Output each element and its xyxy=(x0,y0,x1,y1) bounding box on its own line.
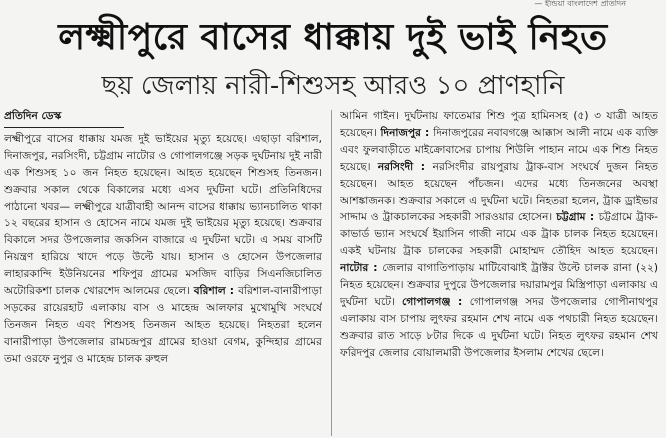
article-paragraph xyxy=(340,108,658,362)
location-label-natore: নাটোর : xyxy=(340,262,383,275)
lead-text: লক্ষ্মীপুরে বাসের ধাক্কায় যমজ দুই ভাইয়ের মৃত্যু হয়েছে। এছাড়া বরিশাল, দিনাজপুর, নরসিংদী, চট্টগ্রাম নাটোর ও গোপালগঞ্জে সড়ক দুর্ঘটনায় দুই নারী এক শিশুসহ ১০ জন নিহত হয়েছেন। আহত হয়েছেন শিশুসহ তিনজন। শুক্রবার সকাল থেকে বিকালের মধ্যে এসব দুর্ঘটনা ঘটে। প্রতিনিধিদের পাঠানো খবর— লক্ষ্মীপুরে যাত্রীবাহী আনন্দ বাসের ধাক্কায় ভ্যানচালিত থাকা ১২ বছরের হাসান ও হোসেন নামে যমজ দুই ভাইয়ের মৃত্যু হয়েছে। শুক্রবার বিকালে সদর উপজেলার জকসিন বাজারে এ দুর্ঘটনা ঘটে। এ সময় বাসটি নিয়ন্ত্রণ হারিয়ে খাদে পড়ে উল্টে যায়। হাসান ও হোসেন উপজেলার লাহারকান্দি ইউনিয়নের শফিপুর গ্রামের মসজিদ বাড়ির সিএনজিচালিত অটোরিকশা চালক খোরশেদ আলমের ছেলে। xyxy=(4,132,322,298)
dinajpur-text: দিনাজপুরের নবাবগঞ্জে আক্কাস আলী নামে এক ব্যক্তি এবং ফুলবাড়ীতে মাইক্রোবাসের চাপায় শিউলি পাহান নামে এক শিশু নিহত হয়েছে। xyxy=(340,126,658,173)
natore-text: জেলার বাগাতিপাড়ায় মাটিবোঝাই ট্রাক্টর উল্টে চালক রানা (২২) নিহত হয়েছেন। শুক্রবার দুপুরে উপজেলার দয়ারামপুর মিস্ত্রিপাড়া এলাকায় এ দুর্ঘটনা ঘটে। xyxy=(340,262,658,308)
article-column-right xyxy=(340,108,658,438)
location-label-gopalganj: গোপালগঞ্জ : xyxy=(402,295,470,308)
location-label-dinajpur: দিনাজপুর : xyxy=(380,126,434,139)
location-label-chattogram: চট্টগ্রাম : xyxy=(556,211,599,224)
narsingdi-text: নরসিংদীর রায়পুরায় ট্রাক-বাস সংঘর্ষে দুজন নিহত হয়েছেন। আহত হয়েছেন পাঁচজন। এদের মধ্যে তিনজনের অবস্থা আশঙ্কাজনক। শুক্রবার সকালে এ দুর্ঘটনা ঘটে। নিহতরা হলেন, ট্রাক ড্রাইভার সাদ্দাম ও ট্রাকচালকের সহকারী সারওয়ার হোসেন। xyxy=(340,160,658,224)
location-label-barishal: বরিশাল : xyxy=(193,285,239,298)
dateline: প্রতিদিন ডেস্ক xyxy=(4,110,62,122)
gopalganj-text: গোপালগঞ্জ সদর উপজেলার গোপীনাথপুর এলাকায় বাস চাপায় লুৎফর রহমান শেখ নামে এক পথচারী নিহত হয়েছেন। শুক্রবার রাত সাড়ে ৮টার দিকে এ দুর্ঘটনা ঘটে। নিহত লুৎফর রহমান শেখ ফরিদপুর জেলার বোয়ালমারী উপজেলার ইসলাম শেখের ছেলে। xyxy=(340,295,658,359)
chattogram-text: চট্টগ্রামে ট্রাক-কাভার্ড ভ্যান সংঘর্ষে ইয়াসিন গাজী নামে এক ট্রাক চালক নিহত হয়েছেন। একই ঘটনায় ট্রাক চালকের সহকারী মোহাম্মদ তৌহিদ আহত হয়েছেন। xyxy=(340,211,658,258)
article-column-left xyxy=(4,108,322,438)
headline: লক্ষ্মীপুরে বাসের ধাক্কায় দুই ভাই নিহত xyxy=(58,17,608,58)
location-label-narsingdi: নরসিংদী : xyxy=(377,160,433,173)
continued-text: আমিন গাইন। দুর্ঘটনায় ফাতেমার শিশু পুত্র হামিনসহ (৫) ৩ যাত্রী আহত হয়েছেন। xyxy=(340,110,658,139)
dateline-rule xyxy=(4,127,124,128)
column-divider xyxy=(331,110,332,436)
barishal-text: বরিশাল-বানারীপাড়া সড়কের রায়েরহাট এলাকায় বাস ও মাহেন্দ্র আলফার মুখোমুখি সংঘর্ষে তিনজন নিহত এবং শিশুসহ তিনজন আহত হয়েছে। নিহতরা হলেন বানারীপাড়া উপজেলার রামচন্দ্রপুর গ্রামের হাওয়া বেগম, কুন্দিহার গ্রামের তমা ওরফে নুপুর ও মাহেন্দ্র চালক রুহুল xyxy=(4,285,322,365)
subheadline: ছয় জেলায় নারী-শিশুসহ আরও ১০ প্রাণহানি xyxy=(101,71,565,101)
article-paragraph xyxy=(4,131,322,368)
top-strip: — ইন্ডিয়া বাংলাদেশ প্রতিদিন xyxy=(534,0,626,7)
